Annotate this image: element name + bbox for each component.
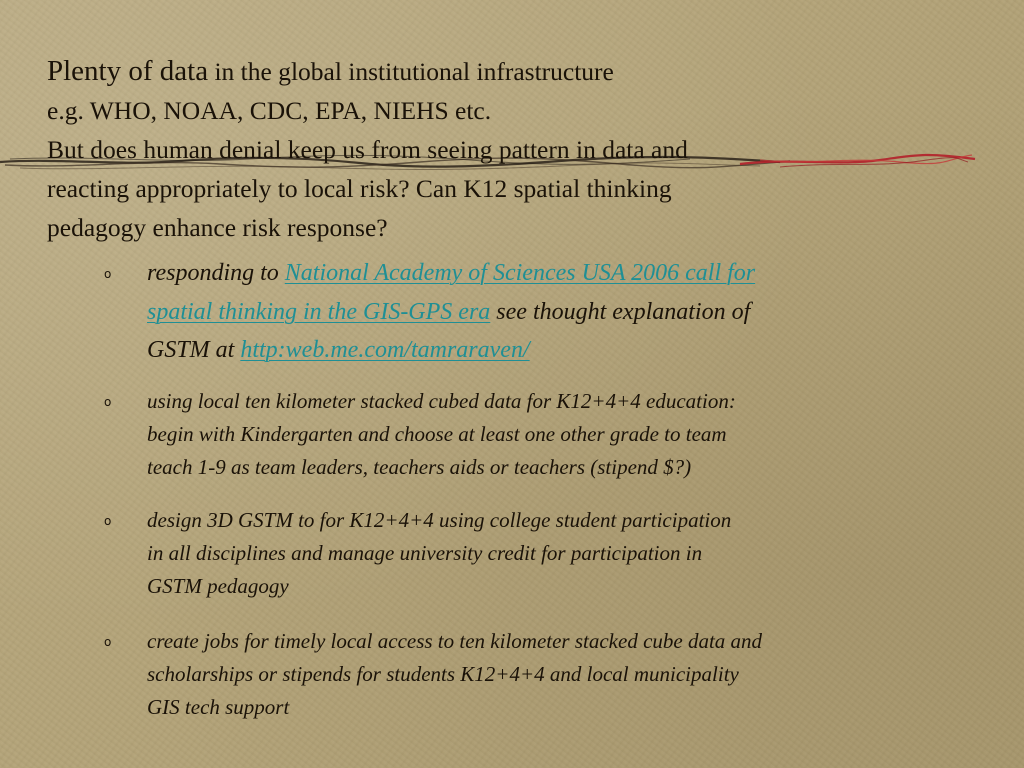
bullet-text	[147, 385, 947, 484]
bullet-line: scholarships or stipends for students K12+4+4 and local municipality	[147, 662, 739, 686]
bullet-line3-prefix: GSTM at	[147, 337, 241, 363]
bullet-line: create jobs for timely local access to ten kilometer stacked cube data and	[147, 629, 763, 653]
nas-link-part-1[interactable]: National Academy of Sciences USA 2006 call for	[284, 260, 756, 286]
heading-line-4: reacting appropriately to local risk? Can K12 spatial thinking	[47, 174, 672, 203]
heading-title-big: Plenty of data	[47, 55, 209, 87]
bullet-circle-icon: o	[104, 267, 112, 281]
bullet-line: in all disciplines and manage university credit for participation in	[147, 541, 703, 565]
bullet-circle-icon: o	[104, 514, 112, 528]
bullet-circle-icon: o	[104, 635, 112, 649]
slide-heading	[47, 52, 877, 247]
heading-line-3: But does human denial keep us from seeing pattern in data and	[47, 135, 688, 164]
bullet-line: GIS tech support	[147, 695, 290, 719]
bullet-text	[147, 504, 947, 603]
heading-title-rest: in the global institutional infrastructure	[208, 57, 614, 86]
bullet-line: using local ten kilometer stacked cubed data for K12+4+4 education:	[147, 389, 736, 413]
nas-link-part-2[interactable]: spatial thinking in the GIS-GPS era	[147, 298, 491, 325]
bullet-line: design 3D GSTM to for K12+4+4 using college student participation	[147, 508, 732, 532]
bullet-circle-icon: o	[104, 395, 112, 409]
bullet-line: teach 1-9 as team leaders, teachers aids or teachers (stipend $?)	[147, 455, 692, 479]
bullet-prefix: responding to	[147, 260, 285, 286]
bullet-line: begin with Kindergarten and choose at least one other grade to team	[147, 422, 727, 446]
bullet-line: GSTM pedagogy	[147, 574, 289, 598]
heading-line-1	[47, 52, 877, 91]
bullet-text	[147, 254, 947, 370]
tamraraven-link[interactable]: http:web.me.com/tamraraven/	[240, 337, 530, 363]
bullet-middle-text: see thought explanation of	[490, 298, 751, 325]
heading-line-5: pedagogy enhance risk response?	[47, 213, 388, 242]
heading-line-2: e.g. WHO, NOAA, CDC, EPA, NIEHS etc.	[47, 96, 492, 125]
bullet-text	[147, 625, 947, 724]
